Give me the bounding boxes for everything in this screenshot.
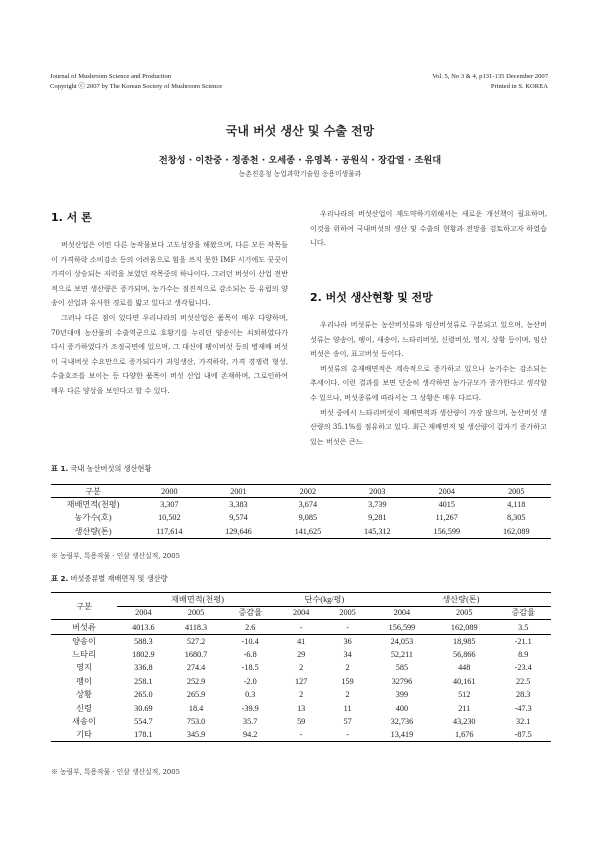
table-cell: 2 xyxy=(345,663,350,673)
body-paragraph: 그러나 다른 점이 있다면 우리나라의 버섯산업은 품목이 매우 다양하며, 70년대에 농산물의 수출역군으로 호황기를 누리던 양송이는 쇠퇴하였다가 다시 증가하였다가 조정국면에 있으며, 그 대신에 팽이버섯 등의 병재배 버섯이 국내버섯 수요만으로 증가되다가 과잉생산, 가격하락, 가격 경쟁력 형성, 수출호조를 보이는 등 다양한 품목이 버섯 산업 내에 존재하며, 그로인하여 매우 다른 양상을 보인다고 할 수 있다. xyxy=(51,312,288,395)
table-row xyxy=(51,511,551,525)
body-paragraph: 우리나라 버섯류는 농산버섯류와 임산버섯류로 구분되고 있으며, 농산버섯류는 양송이, 팽이, 새송이, 느타리버섯, 신령버섯, 영지, 상황 등이며, 임산버섯은 송이, 표고버섯 등이다. xyxy=(310,320,547,359)
table-cell: 56,866 xyxy=(452,650,476,660)
table-cell: 4,118 xyxy=(507,500,526,509)
table-cell: -23.4 xyxy=(514,663,532,673)
table-cell: 588.3 xyxy=(134,636,153,646)
table-cell: 1680.7 xyxy=(184,650,208,660)
table-cell: - xyxy=(346,730,349,740)
table-cell: 127 xyxy=(295,676,308,686)
journal-name: Journal of Mushroom Science and Production xyxy=(50,73,172,80)
table-cell: 35.7 xyxy=(243,717,258,727)
table-cell: 8.9 xyxy=(518,650,529,660)
table-cell: 9,574 xyxy=(229,513,248,523)
table-header-cell: 2005 xyxy=(433,606,495,620)
table-header-cell: 2005 xyxy=(482,485,552,498)
table-cell: 3.5 xyxy=(495,620,551,635)
table-cell: -2.0 xyxy=(243,676,257,686)
table-cell: 178.1 xyxy=(134,730,153,740)
table-cell: 2 xyxy=(299,690,304,700)
table-cell: 4013.6 xyxy=(117,620,170,635)
table-cell: 141,625 xyxy=(294,526,322,536)
table-cell: 4015 xyxy=(438,500,455,509)
table-cell: 3,739 xyxy=(368,500,387,509)
table-cell: - xyxy=(324,620,370,635)
left-column xyxy=(51,238,288,399)
table-cell: 265.9 xyxy=(186,690,206,700)
table-cell: 399 xyxy=(395,690,409,700)
table-cell: 10,502 xyxy=(158,513,181,523)
table-row xyxy=(51,688,551,701)
table-cell: 512 xyxy=(458,690,471,700)
table-cell: 400 xyxy=(395,703,409,713)
table-cell: 2.6 xyxy=(222,620,278,635)
author-list: 전창성 · 이찬중 · 정종천 · 오세종 · 유영복 · 공원식 · 장갑열 · 조원대 xyxy=(158,155,442,166)
table-cell: 11 xyxy=(343,703,352,713)
table-cell: 새송이 xyxy=(72,717,96,727)
table-header-cell: 구분 xyxy=(51,485,135,498)
table-cell: -39.9 xyxy=(241,703,259,713)
table-header-cell: 2005 xyxy=(324,606,370,620)
printed-line: Printed in S. KOREA xyxy=(490,82,548,90)
table-cell: 신령 xyxy=(76,703,92,713)
section-1-heading: 1. 서 론 xyxy=(51,211,92,224)
table-cell: 농가수(호) xyxy=(74,513,112,523)
table-cell: 52,211 xyxy=(390,650,414,660)
table-cell: 159 xyxy=(341,676,354,686)
table-cell: 4118.3 xyxy=(170,620,223,635)
table-header-cell: 2004 xyxy=(117,606,170,620)
table-cell: 34 xyxy=(343,650,352,660)
table-header-cell: 2002 xyxy=(273,485,342,498)
table-row xyxy=(51,661,551,674)
table-cell: 753.0 xyxy=(186,717,206,727)
table-cell: 2 xyxy=(345,690,350,700)
copyright-line: Copyright ⓒ 2007 by The Korean Society of Mushroom Science xyxy=(50,82,223,90)
table-cell: 448 xyxy=(458,663,471,673)
table-cell: 1,676 xyxy=(455,730,474,740)
table-cell: 554.7 xyxy=(134,717,153,727)
table-cell: -87.5 xyxy=(514,730,532,740)
table-cell: 11,267 xyxy=(435,513,458,523)
table-cell: 145,312 xyxy=(364,526,391,536)
table-header-cell: 2004 xyxy=(371,606,433,620)
table-cell: 265.0 xyxy=(134,690,153,700)
table-cell: 274.4 xyxy=(186,663,206,673)
table-subheader-row xyxy=(51,606,551,620)
issue-header xyxy=(432,72,548,91)
right-column xyxy=(310,318,547,449)
table-header-row xyxy=(51,485,551,498)
table-header-cell: 2003 xyxy=(343,485,412,498)
table-cell: 258.1 xyxy=(134,676,153,686)
table-cell: 336.8 xyxy=(134,663,153,673)
table-cell: 22.5 xyxy=(516,676,531,686)
table-cell: 162,089 xyxy=(502,526,530,536)
table-cell: 129,646 xyxy=(225,526,252,536)
table-2-note: ※ 농림부, 특용작물 · 인삼 생산실적, 2005 xyxy=(51,768,180,776)
table-cell: -21.1 xyxy=(514,636,532,646)
table-cell: 59 xyxy=(297,717,306,727)
table-header-cell: 2001 xyxy=(204,485,273,498)
table-cell: 13 xyxy=(297,703,306,713)
table-cell: 32.1 xyxy=(516,717,531,727)
table-cell: 32,736 xyxy=(390,717,414,727)
journal-header xyxy=(50,72,222,91)
table-cell: 41 xyxy=(297,636,306,646)
table-1-note: ※ 농림부, 특용작물 · 인삼 생산실적, 2005 xyxy=(51,552,180,560)
table-row xyxy=(51,675,551,688)
table-cell: 156,599 xyxy=(433,526,461,536)
table-cell: 1802.9 xyxy=(132,650,155,660)
table-cell: 버섯류 xyxy=(51,620,117,635)
table-cell: 0.3 xyxy=(245,690,256,700)
table-cell: 양송이 xyxy=(72,636,96,646)
table-1-caption xyxy=(51,464,151,474)
table-row xyxy=(51,648,551,661)
table-row xyxy=(51,715,551,728)
table-cell: 585 xyxy=(395,663,409,673)
table-cell: 57 xyxy=(343,717,352,727)
table-cell: - xyxy=(299,730,303,740)
volume-line: Vol. 5, No 3 & 4, p131-135 December 2007 xyxy=(432,73,548,80)
table-cell: -18.5 xyxy=(241,663,259,673)
table-cell: 3,307 xyxy=(160,500,179,509)
table-header-cell: 2005 xyxy=(170,606,223,620)
right-column-top xyxy=(310,207,547,251)
table-cell: 24,053 xyxy=(390,636,414,646)
table-cell: 13,419 xyxy=(390,730,414,740)
table-cell: 36 xyxy=(343,636,352,646)
table-cell: 생산량(톤) xyxy=(74,526,112,536)
table-cell: 18,985 xyxy=(452,636,476,646)
table-row xyxy=(51,525,551,539)
table-cell: 28.3 xyxy=(516,690,531,700)
table-header-cell: 증감율 xyxy=(222,606,278,620)
table-cell: 3,383 xyxy=(229,500,248,509)
body-paragraph: 버섯 중에서 느타리버섯이 재배면적과 생산량이 가장 많으며, 농산버섯 생산량의 35.1%를 점유하고 있다. 최근 재배면적 및 생산량이 갑자기 증가하고 있는 버섯은 큰느 xyxy=(310,407,547,446)
body-paragraph: 버섯산업은 어떤 다른 농작물보다 고도성장을 해왔으며, 다른 모든 작목들이 가격하락 소비감소 등의 어려움으로 힘을 쓰지 못한 IMF 시기에도 꿋꿋이 가격이 상승되는 저력을 보였던 작목중의 하나이다. 그러던 버섯이 산업 전반적으로 보면 생산량은 증가되며, 농가수는 점진적으로 감소되는 등 유럽의 양송이 산업과 유사한 경로를 밟고 있다고 생각됩니다. xyxy=(51,240,288,308)
table-header-cell: 구분 xyxy=(51,593,117,620)
table-cell: 기타 xyxy=(76,730,92,740)
table-cell: 상황 xyxy=(76,690,92,700)
table-cell: 94.2 xyxy=(243,730,258,740)
table-1-title: 국내 농산버섯의 생산현황 xyxy=(70,464,152,473)
table-total-row xyxy=(51,620,551,635)
table-2 xyxy=(51,592,551,742)
table-2-title: 버섯종류별 재배면적 및 생산량 xyxy=(70,574,168,583)
table-header-cell: 증감율 xyxy=(495,606,551,620)
table-cell: 117,614 xyxy=(156,526,183,536)
table-1 xyxy=(51,484,551,539)
body-paragraph: 버섯류의 총재배면적은 계속적으로 증가하고 있으나 농가수는 감소되는 추세이다. 이런 결과를 보면 단순히 생각하면 농가규모가 증가한다고 생각할 수 있으나, 버섯종류에 따라서는 그 상황은 매우 다르다. xyxy=(310,363,547,402)
table-cell: 팽이 xyxy=(76,676,92,686)
table-cell: 162,089 xyxy=(433,620,495,635)
table-cell: 2 xyxy=(299,663,304,673)
table-2-caption xyxy=(51,574,168,584)
table-cell: 18.4 xyxy=(188,703,204,713)
table-group-header-row xyxy=(51,593,551,607)
table-cell: 527.2 xyxy=(186,636,206,646)
table-cell: 43,230 xyxy=(452,717,476,727)
table-cell: -47.3 xyxy=(514,703,532,713)
table-cell: 32796 xyxy=(391,676,413,686)
table-header-cell: 2004 xyxy=(278,606,324,620)
table-1-number: 표 1. xyxy=(51,464,69,473)
table-cell: 3,674 xyxy=(298,500,318,509)
table-cell: 9,085 xyxy=(298,513,318,523)
body-paragraph: 우리나라의 버섯산업이 재도약하기위해서는 새로운 개선책이 필요하며, 이것을 위하여 국내버섯의 생산 및 수출의 현황과 전망을 검토하고자 하였습니다. xyxy=(310,209,547,248)
table-header-cell: 2000 xyxy=(135,485,204,498)
table-cell: 211 xyxy=(458,703,471,713)
table-cell: 345.9 xyxy=(186,730,206,740)
table-cell: 29 xyxy=(297,650,306,660)
table-row xyxy=(51,498,551,512)
affiliation: 농촌진흥청 농업과학기술원 응용미생물과 xyxy=(238,170,362,178)
table-row xyxy=(51,635,551,648)
table-cell: 30.69 xyxy=(134,703,153,713)
table-cell: 느타리 xyxy=(72,650,96,660)
section-2-heading: 2. 버섯 생산현황 및 전망 xyxy=(310,291,433,304)
table-header-cell: 2004 xyxy=(412,485,481,498)
table-group-header: 단수(kg/평) xyxy=(278,593,371,607)
table-group-header: 재배면적(천평) xyxy=(117,593,278,607)
table-2-number: 표 2. xyxy=(51,574,69,583)
table-group-header: 생산량(톤) xyxy=(371,593,551,607)
table-cell: 8,305 xyxy=(507,513,526,523)
paper-title: 국내 버섯 생산 및 수출 전망 xyxy=(225,124,375,138)
table-cell: 156,599 xyxy=(371,620,433,635)
table-cell: -6.8 xyxy=(243,650,257,660)
table-row xyxy=(51,701,551,714)
table-cell: 영지 xyxy=(76,663,92,673)
table-row xyxy=(51,728,551,741)
table-cell: 재배면적(천평) xyxy=(66,500,120,509)
table-cell: -10.4 xyxy=(241,636,259,646)
table-cell: 252.9 xyxy=(186,676,206,686)
table-cell: 40,161 xyxy=(452,676,476,686)
table-cell: 9,281 xyxy=(368,513,387,523)
table-cell: - xyxy=(278,620,324,635)
